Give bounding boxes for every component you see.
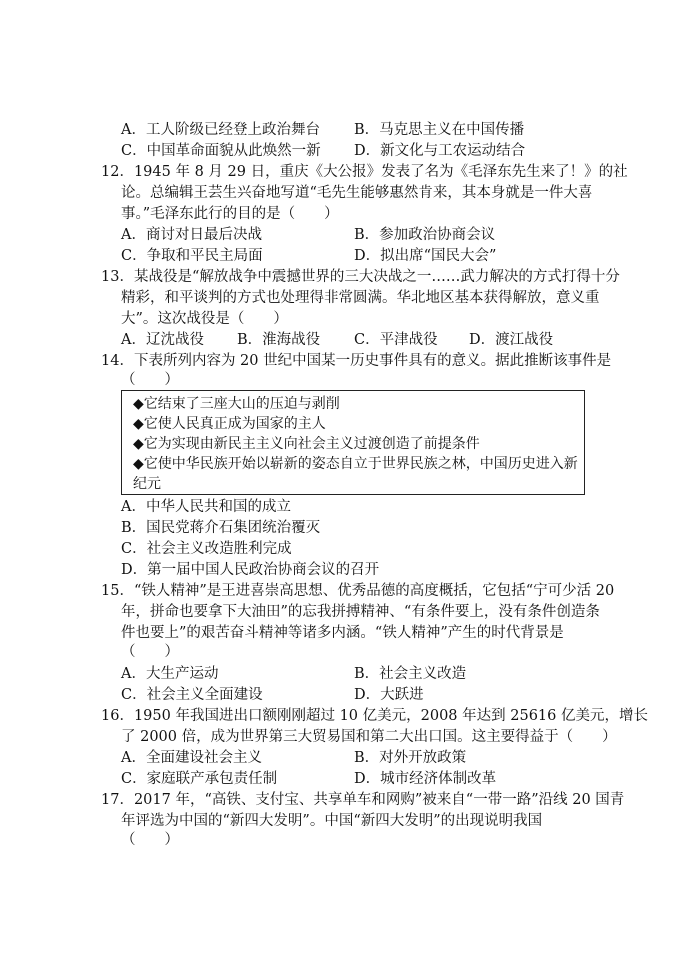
q15-stem-line-3: 件也要上”的艰苦奋斗精神等诸多内涵。“铁人精神”产生的时代背景是 — [121, 625, 564, 641]
q12-option-b: B．参加政治协商会议 — [354, 227, 496, 243]
q11-option-a: A．工人阶级已经登上政治舞台 — [121, 122, 320, 138]
q15-option-d: D．大跃进 — [354, 687, 424, 703]
q13-option-d: D．渡江战役 — [469, 332, 554, 348]
q16-stem-line-1: 16．1950 年我国进出口额刚刚超过 10 亿美元，2008 年达到 25616 亿美元，增长 — [101, 708, 648, 724]
q16-option-a: A．全面建设社会主义 — [121, 750, 262, 766]
q16-option-d: D．城市经济体制改革 — [354, 771, 497, 787]
q14-option-b: B．国民党蒋介石集团统治覆灭 — [121, 520, 321, 536]
q11-option-c: C．中国革命面貌从此焕然一新 — [121, 143, 321, 159]
q17-stem-line-1: 17．2017 年，“高铁、支付宝、共享单车和网购”被来自“一带一路”沿线 20 国青 — [101, 792, 625, 808]
q13-option-a: A．辽沈战役 — [121, 332, 204, 348]
q14-option-a: A．中华人民共和国的成立 — [121, 499, 291, 515]
q14-significance-table — [121, 390, 585, 495]
q15-option-b: B．社会主义改造 — [354, 666, 467, 682]
q14-stem-line-1: 14．下表所列内容为 20 世纪中国某一历史事件具有的意义。据此推断该事件是 — [101, 353, 612, 369]
q15-option-a: A．大生产运动 — [121, 666, 219, 682]
q14-option-d: D．第一届中国人民政治协商会议的召开 — [121, 562, 380, 578]
q16-option-b: B．对外开放政策 — [354, 750, 467, 766]
q16-option-c: C．家庭联产承包责任制 — [121, 771, 278, 787]
q13-stem-line-1: 13．某战役是“解放战争中震撼世界的三大决战之一……武力解决的方式打得十分 — [101, 269, 620, 285]
q14-table-item-1: ◆它结束了三座大山的压迫与剥削 — [133, 396, 340, 412]
q13-stem-line-3: 大”。这次战役是（ ） — [121, 311, 288, 327]
q12-option-d: D．拟出席“国民大会” — [354, 248, 497, 264]
q12-option-a: A．商讨对日最后决战 — [121, 227, 262, 243]
q12-option-c: C．争取和平民主局面 — [121, 248, 263, 264]
q14-table-item-4-cont: 纪元 — [133, 476, 161, 492]
q11-option-b: B．马克思主义在中国传播 — [354, 122, 525, 138]
q12-stem-line-1: 12．1945 年 8 月 29 日，重庆《大公报》发表了名为《毛泽东先生来了！》的社 — [101, 164, 628, 180]
q11-option-d: D．新文化与工农运动结合 — [354, 143, 526, 159]
q17-stem-line-2: 年评选为中国的“新四大发明”。中国“新四大发明”的出现说明我国 — [121, 813, 543, 829]
q16-stem-line-2: 了 2000 倍，成为世界第三大贸易国和第二大出口国。这主要得益于（ ） — [121, 729, 617, 745]
q15-stem-line-2: 年，拼命也要拿下大油田”的忘我拼搏精神、“有条件要上，没有条件创造条 — [121, 604, 600, 620]
q14-table-item-3: ◆它为实现由新民主主义向社会主义过渡创造了前提条件 — [133, 436, 480, 452]
q12-stem-line-3: 事。”毛泽东此行的目的是（ ） — [121, 206, 339, 222]
q14-option-c: C．社会主义改造胜利完成 — [121, 541, 292, 557]
q13-option-c: C．平津战役 — [354, 332, 438, 348]
q12-stem-line-2: 论。总编辑王芸生兴奋地写道“毛先生能够惠然肯来，其本身就是一件大喜 — [121, 185, 593, 201]
q13-option-b: B．淮海战役 — [237, 332, 321, 348]
q15-stem-line-4: （ ） — [121, 644, 179, 660]
q17-stem-line-3: （ ） — [121, 832, 179, 848]
q15-option-c: C．社会主义全面建设 — [121, 687, 263, 703]
q13-stem-line-2: 精彩，和平谈判的方式也处理得非常圆满。华北地区基本获得解放，意义重 — [121, 290, 600, 306]
q14-table-item-4: ◆它使中华民族开始以崭新的姿态自立于世界民族之林，中国历史进入新 — [133, 456, 578, 472]
q15-stem-line-1: 15．“铁人精神”是王进喜崇高思想、优秀品德的高度概括，它包括“宁可少活 20 — [101, 583, 615, 599]
q14-table-item-2: ◆它使人民真正成为国家的主人 — [133, 416, 326, 432]
q14-stem-line-2: （ ） — [121, 372, 179, 388]
